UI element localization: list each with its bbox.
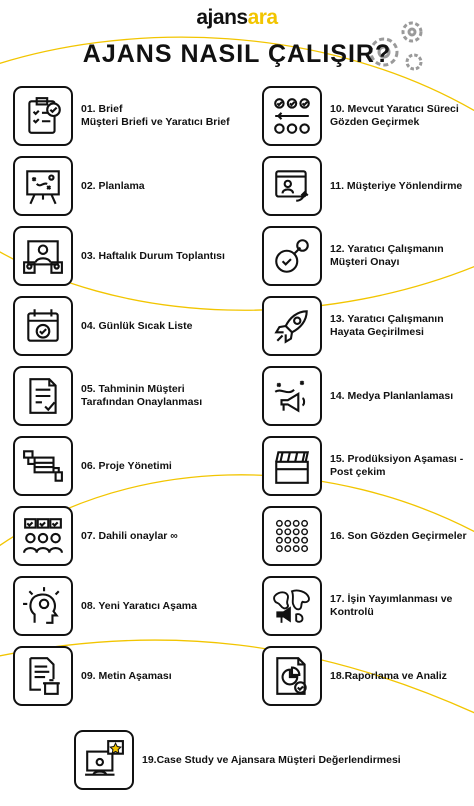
step-12: [262, 226, 444, 286]
step-03-label: 03. Haftalık Durum Toplantısı: [81, 249, 225, 262]
step-13: [262, 296, 444, 356]
media-plan-icon: [262, 366, 322, 426]
step-14: [262, 366, 453, 426]
step-05: [13, 366, 202, 426]
step-04: [13, 296, 192, 356]
case-study-star-icon: [74, 730, 134, 790]
step-04-label: 04. Günlük Sıcak Liste: [81, 319, 193, 332]
process-review-icon: [262, 86, 322, 146]
document-trash-icon: [13, 646, 73, 706]
step-18: [262, 646, 447, 706]
project-flow-icon: [13, 436, 73, 496]
world-map-icon: [262, 576, 322, 636]
step-13-label: 13. Yaratıcı Çalışmanın Hayata Geçirilmesi: [330, 313, 444, 338]
step-01: [13, 86, 230, 146]
video-meeting-icon: [13, 226, 73, 286]
step-05-label: 05. Tahminin Müşteri Tarafından Onaylanması: [81, 383, 203, 408]
creative-head-icon: [13, 576, 73, 636]
step-10-label: 10. Mevcut Yaratıcı Süreci Gözden Geçirmek: [330, 103, 459, 128]
step-03: [13, 226, 225, 286]
step-07-label: 07. Dahili onaylar ∞: [81, 529, 178, 542]
step-11-label: 11. Müşteriye Yönlendirme: [330, 179, 463, 192]
step-02: [13, 156, 145, 216]
step-11: [262, 156, 462, 216]
step-17: [262, 576, 452, 636]
step-09-label: 09. Metin Aşaması: [81, 669, 172, 682]
step-17-label: 17. İşin Yayımlanması ve Kontrolü: [330, 593, 453, 618]
document-check-icon: [13, 366, 73, 426]
step-19-label: 19.Case Study ve Ajansara Müşteri Değerlendirmesi: [142, 753, 401, 766]
team-approval-icon: [13, 506, 73, 566]
step-10: [262, 86, 459, 146]
dots-grid-icon: [262, 506, 322, 566]
step-08-label: 08. Yeni Yaratıcı Aşama: [81, 599, 197, 612]
report-chart-icon: [262, 646, 322, 706]
step-16-label: 16. Son Gözden Geçirmeler: [330, 529, 467, 542]
client-forward-icon: [262, 156, 322, 216]
clapperboard-icon: [262, 436, 322, 496]
step-15-label: 15. Prodüksiyon Aşaması - Post çekim: [330, 453, 464, 478]
step-12-label: 12. Yaratıcı Çalışmanın Müşteri Onayı: [330, 243, 444, 268]
step-08: [13, 576, 197, 636]
step-06-label: 06. Proje Yönetimi: [81, 459, 172, 472]
logo-part-2: ara: [247, 6, 278, 29]
step-01-label: 01. Brief Müşteri Briefi ve Yaratıcı Brief: [81, 103, 230, 128]
step-15: [262, 436, 463, 496]
step-18-label: 18.Raporlama ve Analiz: [330, 669, 447, 682]
calendar-check-icon: [13, 296, 73, 356]
checklist-icon: [13, 86, 73, 146]
step-16: [262, 506, 467, 566]
step-14-label: 14. Medya Planlanlaması: [330, 389, 454, 402]
step-06: [13, 436, 172, 496]
strategy-board-icon: [13, 156, 73, 216]
logo-part-1: ajans: [196, 6, 248, 29]
approval-stamp-icon: [262, 226, 322, 286]
step-19: [74, 730, 401, 790]
page-title: AJANS NASIL ÇALIŞIR?: [82, 40, 392, 68]
rocket-icon: [262, 296, 322, 356]
step-09: [13, 646, 172, 706]
step-02-label: 02. Planlama: [81, 179, 145, 192]
step-07: [13, 506, 178, 566]
